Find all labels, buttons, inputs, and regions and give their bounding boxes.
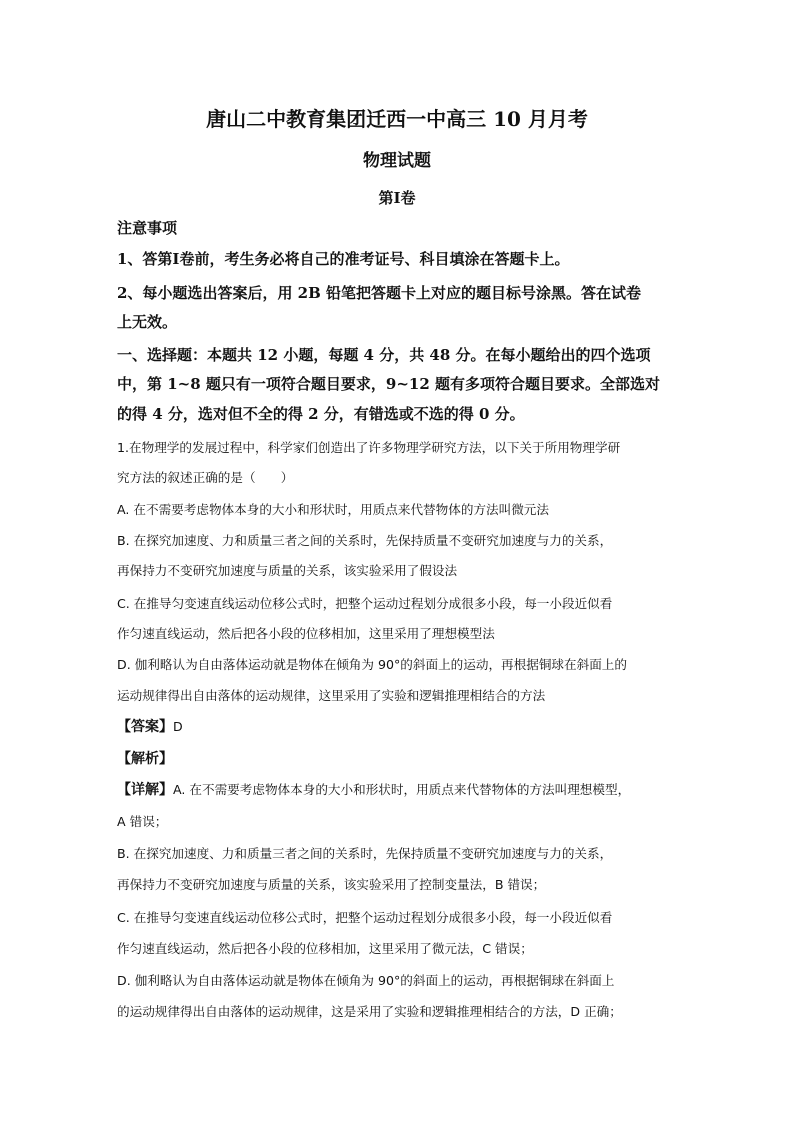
subject-title: 物理试题	[363, 151, 431, 171]
section-instructions-line-3: 的得 4 分，选对但不全的得 2 分，有错选或不选的得 0 分。	[117, 405, 525, 423]
option-b-line-2: 再保持力不变研究加速度与质量的关系，该实验采用了假设法	[117, 563, 458, 578]
detail-label: 【详解】	[117, 782, 173, 798]
detail-b-line-2: 再保持力不变研究加速度与质量的关系，该实验采用了控制变量法，B 错误；	[117, 877, 546, 892]
answer-value: D	[173, 719, 183, 734]
detail-c-line-1: C. 在推导匀变速直线运动位移公式时，把整个运动过程划分成很多小段，每一小段近似看	[117, 910, 613, 925]
option-a: A. 在不需要考虑物体本身的大小和形状时，用质点来代替物体的方法叫微元法	[117, 502, 549, 517]
option-b-line-1: B. 在探究加速度、力和质量三者之间的关系时，先保持质量不变研究加速度与力的关系，	[117, 533, 613, 548]
detail-a-line-1	[117, 779, 630, 799]
detail-d-line-1: D. 伽利略认为自由落体运动就是物体在倾角为 90°的斜面上的运动，再根据铜球在斜面上	[117, 973, 615, 988]
option-d-line-1: D. 伽利略认为自由落体运动就是物体在倾角为 90°的斜面上的运动，再根据铜球在斜面上的	[117, 657, 627, 672]
notes-heading: 注意事项	[117, 219, 178, 237]
detail-d-line-2: 的运动规律得出自由落体的运动规律，这是采用了实验和逻辑推理相结合的方法，D 正确；	[117, 1004, 622, 1019]
answer-label: 【答案】	[117, 719, 173, 735]
detail-c-line-2: 作匀速直线运动，然后把各小段的位移相加，这里采用了微元法，C 错误；	[117, 941, 533, 956]
analysis-label: 【解析】	[117, 751, 173, 767]
section-instructions-line-2: 中，第 1~8 题只有一项符合题目要求，9~12 题有多项符合题目要求。全部选对	[117, 375, 660, 393]
notes-item-1: 1、答第Ⅰ卷前，考生务必将自己的准考证号、科目填涂在答题卡上。	[117, 250, 570, 268]
notes-item-2-line-2: 上无效。	[117, 313, 178, 331]
question-stem-line-1: 1.在物理学的发展过程中，科学家们创造出了许多物理学研究方法，以下关于所用物理学研	[117, 440, 621, 455]
detail-a-text: A. 在不需要考虑物体本身的大小和形状时，用质点来代替物体的方法叫理想模型，	[173, 782, 631, 797]
option-c-line-2: 作匀速直线运动，然后把各小段的位移相加，这里采用了理想模型法	[117, 626, 495, 641]
exam-title: 唐山二中教育集团迁西一中高三 10 月月考	[206, 107, 588, 131]
option-d-line-2: 运动规律得出自由落体的运动规律，这里采用了实验和逻辑推理相结合的方法	[117, 688, 546, 703]
section-instructions-line-1: 一、选择题：本题共 12 小题，每题 4 分，共 48 分。在每小题给出的四个选项	[117, 346, 651, 364]
notes-item-2-line-1: 2、每小题选出答案后，用 2B 铅笔把答题卡上对应的题目标号涂黑。答在试卷	[117, 284, 641, 302]
question-stem-line-2: 究方法的叙述正确的是（ ）	[117, 470, 294, 485]
volume-label: 第Ⅰ卷	[378, 189, 416, 207]
option-c-line-1: C. 在推导匀变速直线运动位移公式时，把整个运动过程划分成很多小段，每一小段近似看	[117, 596, 613, 611]
answer-line	[117, 716, 183, 736]
detail-b-line-1: B. 在探究加速度、力和质量三者之间的关系时，先保持质量不变研究加速度与力的关系，	[117, 846, 613, 861]
detail-a-line-2: A 错误；	[117, 814, 168, 829]
